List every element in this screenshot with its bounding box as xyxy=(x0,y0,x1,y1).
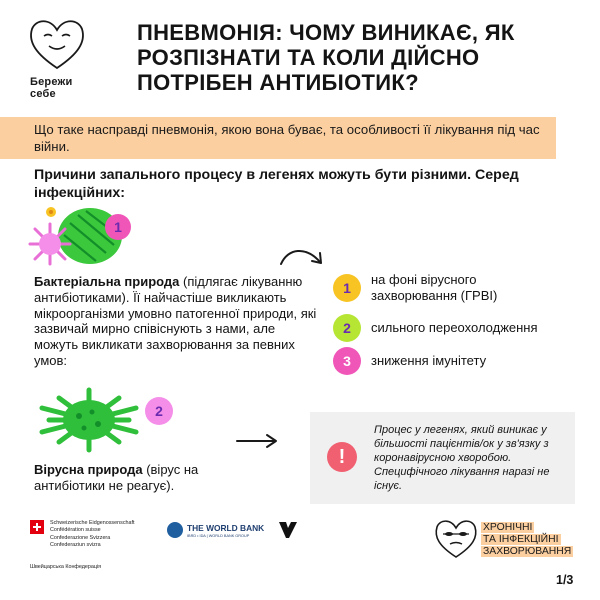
swiss-confederation-ua: Швейцарська Конфедерація xyxy=(30,564,102,570)
swiss-confederation-text: Schweizerische Eidgenossenschaft Confédération suisse Confederazione Svizzera Confederaziun svizra xyxy=(50,520,135,548)
warning-text: Процес у легенях, який виникає у більшості пацієнтів/ок у зв'язку з коронавірусною хворобою. Специфічного лікування наразі не існує. xyxy=(374,424,550,492)
brand-logo xyxy=(24,16,104,102)
svg-text:1: 1 xyxy=(114,219,122,235)
number-2-badge xyxy=(144,396,174,426)
bacterial-heading: Бактеріальна природа xyxy=(34,274,180,289)
heart-face-icon xyxy=(28,16,86,72)
right-arrow-icon xyxy=(235,432,279,450)
subtitle-banner: Що таке насправді пневмонія, якою вона буває, та особливості її лікування під час війни. xyxy=(0,117,556,159)
small-germ-icon xyxy=(44,205,58,219)
brand-name: Бережи себе xyxy=(30,76,73,100)
reason-3 xyxy=(333,347,486,375)
reason-3-number: 3 xyxy=(333,347,361,375)
world-bank-subtitle: IBRD • IDA | WORLD BANK GROUP xyxy=(187,534,250,538)
page-title: ПНЕВМОНІЯ: ЧОМУ ВИНИКАЄ, ЯК РОЗПІЗНАТИ ТА КОЛИ ДІЙСНО ПОТРІБЕН АНТИБІОТИК? xyxy=(137,20,515,95)
reason-1-text: на фоні вірусного захворювання (ГРВІ) xyxy=(371,272,498,303)
number-1-badge xyxy=(104,213,132,241)
partner-v-logo-icon xyxy=(278,520,298,540)
reason-2-text: сильного переохолодження xyxy=(371,320,538,335)
bacterial-text: (підлягає лікуванню антибіотиками). Її найчастіше викликають мікроорганізми умовно патогенної природи, які зазвичай мирно співіснують з нами, але можуть викликати захворювання за певних умов: xyxy=(34,274,317,368)
virus-green-icon xyxy=(34,386,144,454)
viral-text: (вірус на антибіотики не реагує). xyxy=(34,462,199,493)
exclamation-icon: ! xyxy=(327,442,357,472)
reason-2-number: 2 xyxy=(333,314,361,342)
viral-heading: Вірусна природа xyxy=(34,462,143,477)
reason-3-text: зниження імунітету xyxy=(371,353,487,368)
chronic-infectious-label: ХРОНІЧНІ ТА ІНФЕКЦІЙНІ ЗАХВОРЮВАННЯ xyxy=(483,522,572,557)
swiss-flag-icon xyxy=(30,520,44,534)
reason-1-number: 1 xyxy=(333,274,361,302)
page-number: 1/3 xyxy=(556,573,574,587)
bacterial-description xyxy=(34,274,319,369)
heart-face-icon-small xyxy=(433,517,479,561)
curved-arrow-icon xyxy=(278,244,326,270)
globe-icon xyxy=(167,522,183,538)
reason-2 xyxy=(333,314,538,342)
bacteria-pink-icon xyxy=(28,222,72,266)
reason-1 xyxy=(333,272,551,304)
world-bank-name: THE WORLD BANK xyxy=(187,523,265,533)
viral-description xyxy=(34,462,234,494)
intro-text: Причини запального процесу в легенях можуть бути різними. Серед інфекційних: xyxy=(34,167,519,201)
warning-box xyxy=(310,412,575,504)
svg-text:2: 2 xyxy=(155,403,163,419)
